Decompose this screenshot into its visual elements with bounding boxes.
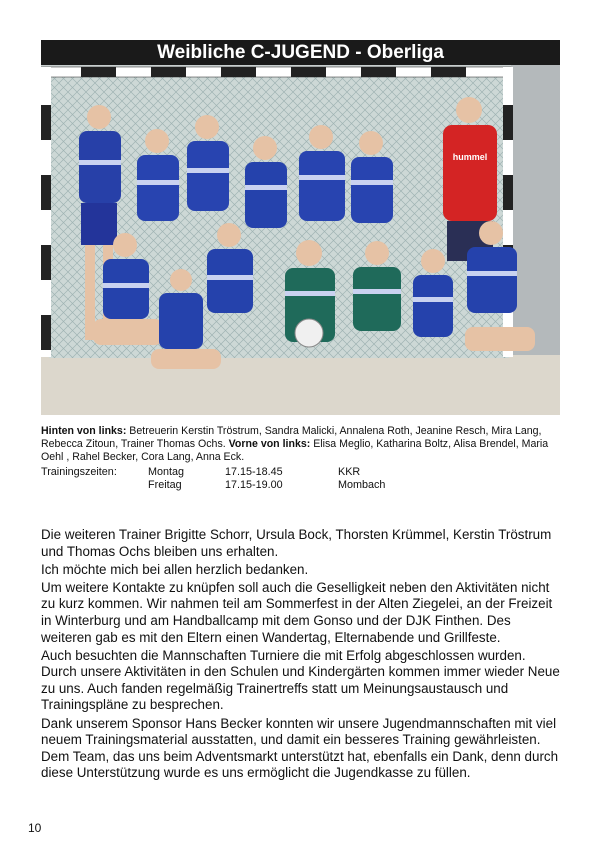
caption-back-text: Betreuerin Kerstin Tröstrum, Sandra Malicki, Annalena Roth, Jeanine Resch, Mira Lang, Rebecca Zitoun, Trainer Thomas Ochs.	[41, 425, 542, 450]
training-schedule	[41, 466, 560, 492]
team-photo-image	[41, 65, 560, 415]
schedule-label: Trainingszeiten:	[41, 466, 117, 478]
caption-front-label: Vorne von links:	[228, 438, 311, 450]
paragraph: Die weiteren Trainer Brigitte Schorr, Ursula Bock, Thorsten Krümmel, Kerstin Tröstrum und Thomas Ochs bleiben uns erhalten.	[41, 527, 552, 559]
schedule-place: Mombach	[338, 479, 386, 491]
paragraph: Ich möchte mich bei allen herzlich bedanken.	[41, 561, 309, 577]
schedule-place: KKR	[338, 466, 361, 478]
caption-back-label: Hinten von links:	[41, 425, 127, 437]
schedule-day: Montag	[148, 466, 185, 478]
hummel-logo: hummel	[452, 152, 488, 162]
schedule-day: Freitag	[148, 479, 182, 491]
paragraph: Um weitere Kontakte zu knüpfen soll auch die Geselligkeit neben den Aktivitäten nicht zu kurz kommen. Wir nahmen teil am Sommerfest in der Alten Ziegelei, an der Freizeit in Winterburg und am Handballcamp mit dem Gonso und der DJK Finthen. Des weiteren gab es mit den Eltern einen Wandertag, Elternabende und Grillfeste.	[41, 579, 553, 645]
schedule-time: 17.15-19.00	[225, 479, 283, 491]
page-number: 10	[28, 821, 42, 835]
schedule-row	[41, 479, 560, 492]
schedule-time: 17.15-18.45	[225, 466, 283, 478]
article-body	[41, 527, 563, 783]
page-title: Weibliche C-JUGEND - Oberliga	[41, 40, 560, 65]
schedule-row	[41, 466, 560, 479]
caption-front-text: Elisa Meglio, Katharina Boltz, Alisa Brendel, Maria Oehl , Rahel Becker, Cora Lang, Anna Eck.	[41, 438, 549, 463]
photo-caption	[41, 425, 560, 464]
team-photo	[41, 65, 560, 415]
paragraph: Dank unserem Sponsor Hans Becker konnten wir unsere Jugendmannschaften mit viel neuem Trainingsmaterial ausstatten, und damit ein besseres Training gewährleisten. Dem Team, das uns beim Adventsmarkt unterstützt hat, ebenfalls ein Dank, denn durch diese Unterstützung wurde es uns ermöglicht die Jugendkasse zu füllen.	[41, 715, 559, 781]
paragraph: Auch besuchten die Mannschaften Turniere die mit Erfolg abgeschlossen wurden. Durch unsere Aktivitäten in den Schulen und Kindergärten kommen immer wieder Neue zu uns. Auch fanden regelmäßig Trainertreffs statt um Meinungsaustausch und Trainingspläne zu besprechen.	[41, 647, 560, 713]
